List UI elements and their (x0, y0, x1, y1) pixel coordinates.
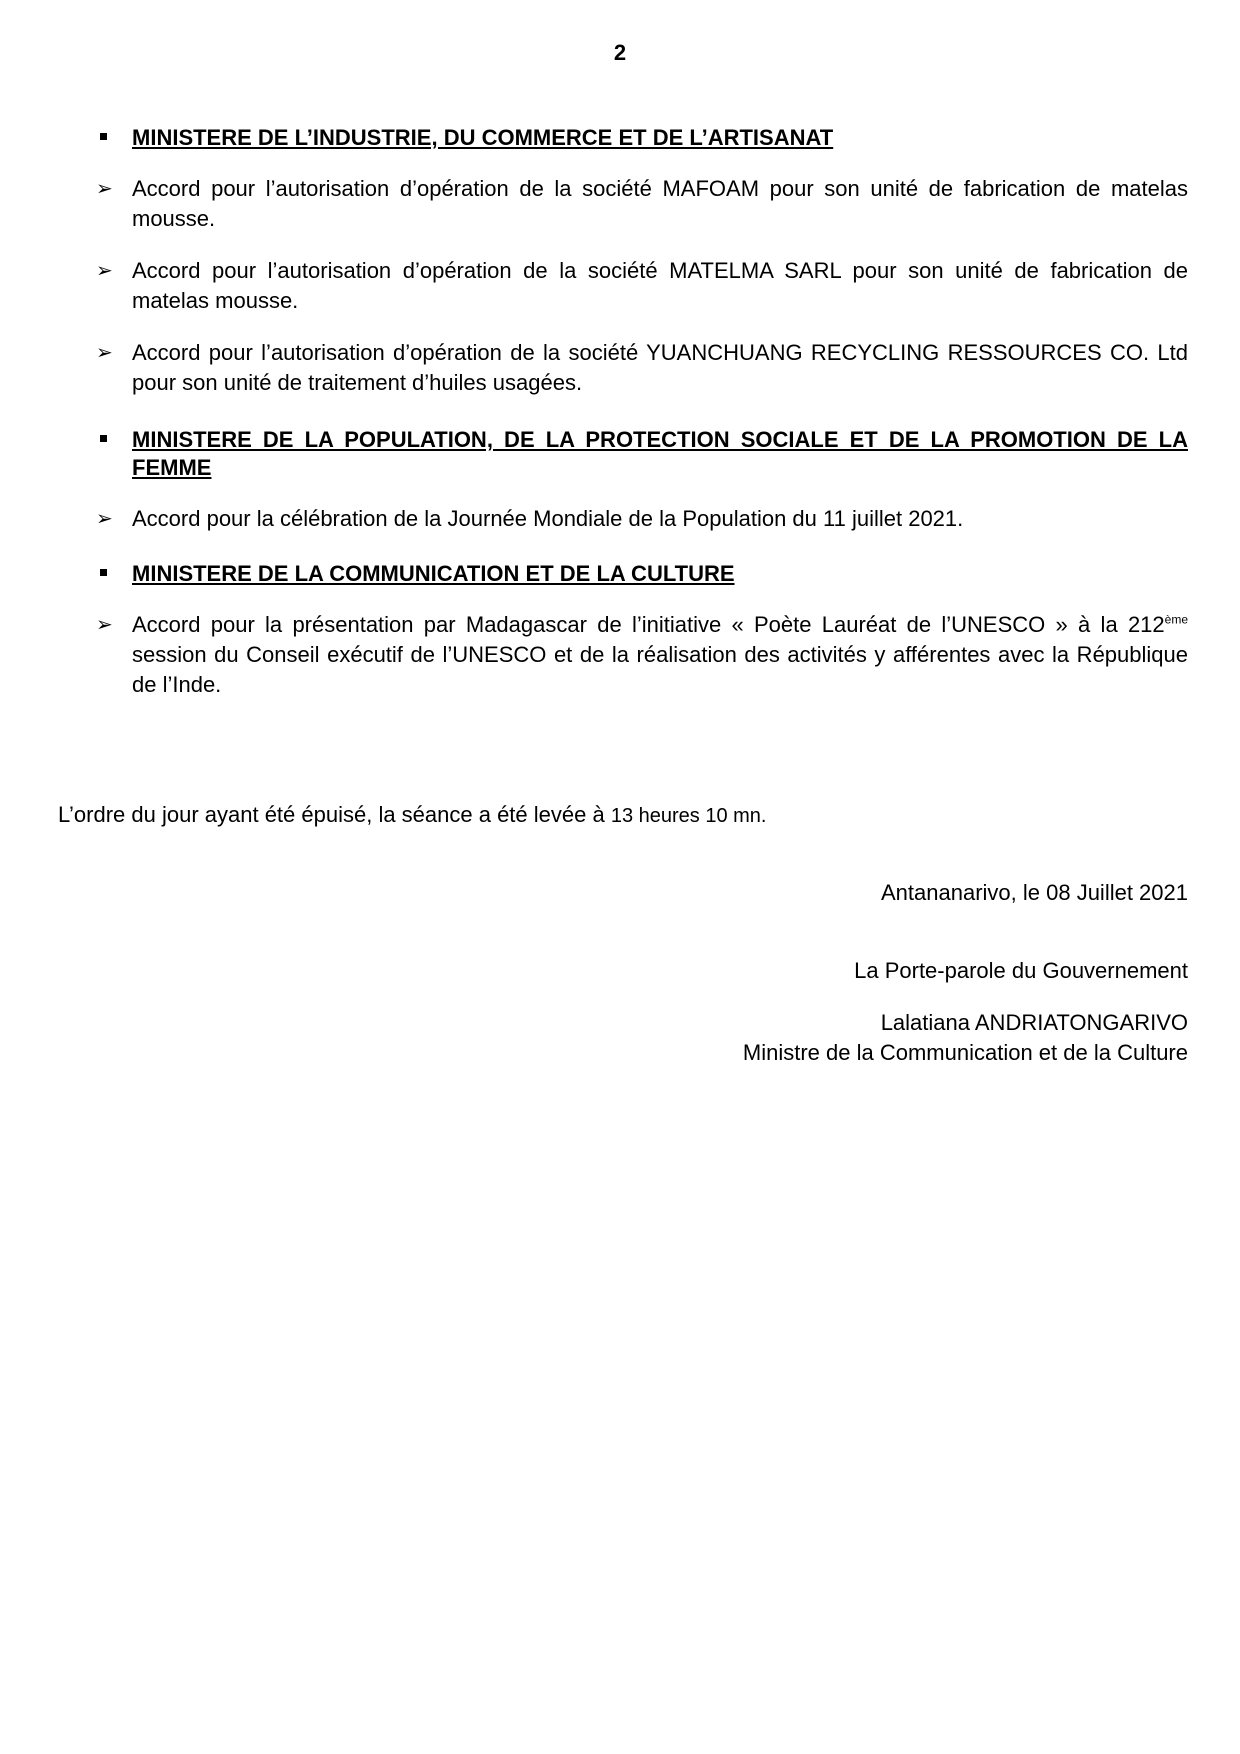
closing-text: L’ordre du jour ayant été épuisé, la séance a été levée à (58, 802, 611, 827)
section-title: MINISTERE DE LA POPULATION, DE LA PROTECTION SOCIALE ET DE LA PROMOTION DE LA FEMME (132, 427, 1188, 480)
superscript: ème (1164, 612, 1188, 627)
signature-title: Ministre de la Communication et de la Culture (742, 1040, 1188, 1065)
page-number: 2 (613, 40, 627, 65)
list-item (96, 610, 1188, 700)
closing-time: 13 heures 10 mn. (610, 805, 767, 827)
section-communication (96, 560, 1188, 588)
document-body (96, 124, 1188, 700)
signature-block (743, 1008, 1188, 1068)
section-industrie (96, 124, 1188, 152)
list-item (96, 504, 1188, 534)
closing-sentence (58, 800, 766, 831)
arrow-bullet-icon: ➢ (96, 614, 113, 636)
list-item (96, 174, 1188, 234)
section-title: MINISTERE DE L’INDUSTRIE, DU COMMERCE ET DE L’ARTISANAT (132, 125, 834, 150)
square-bullet-icon (100, 569, 107, 576)
signature-role: La Porte-parole du Gouvernement (854, 958, 1188, 983)
arrow-bullet-icon: ➢ (96, 178, 113, 200)
item-text: Accord pour l’autorisation d’opération de la société MATELMA SARL pour son unité de fabrication de matelas mousse. (132, 258, 1188, 313)
square-bullet-icon (100, 133, 107, 140)
item-text (132, 610, 1188, 700)
place-date: Antananarivo, le 08 Juillet 2021 (881, 880, 1188, 905)
arrow-bullet-icon: ➢ (96, 508, 113, 530)
item-text: Accord pour la célébration de la Journée Mondiale de la Population du 11 juillet 2021. (132, 506, 964, 531)
section-title: MINISTERE DE LA COMMUNICATION ET DE LA CULTURE (132, 561, 735, 586)
item-text: Accord pour l’autorisation d’opération de la société MAFOAM pour son unité de fabrication de matelas mousse. (132, 176, 1188, 231)
unesco-text-end: session du Conseil exécutif de l’UNESCO et de la réalisation des activités y afférentes avec la République de l’Inde. (132, 642, 1188, 697)
arrow-bullet-icon: ➢ (96, 342, 113, 364)
square-bullet-icon (100, 435, 107, 442)
section-population (96, 426, 1188, 482)
list-item (96, 256, 1188, 316)
unesco-text-start: Accord pour la présentation par Madagascar de l’initiative « Poète Lauréat de l’UNESCO » à la 212 (132, 612, 1165, 637)
list-item (96, 338, 1188, 398)
signature-name: Lalatiana ANDRIATONGARIVO (880, 1010, 1188, 1035)
arrow-bullet-icon: ➢ (96, 260, 113, 282)
item-text: Accord pour l’autorisation d’opération de la société YUANCHUANG RECYCLING RESSOURCES CO. Ltd pour son unité de traitement d’huiles usagées. (132, 340, 1188, 395)
